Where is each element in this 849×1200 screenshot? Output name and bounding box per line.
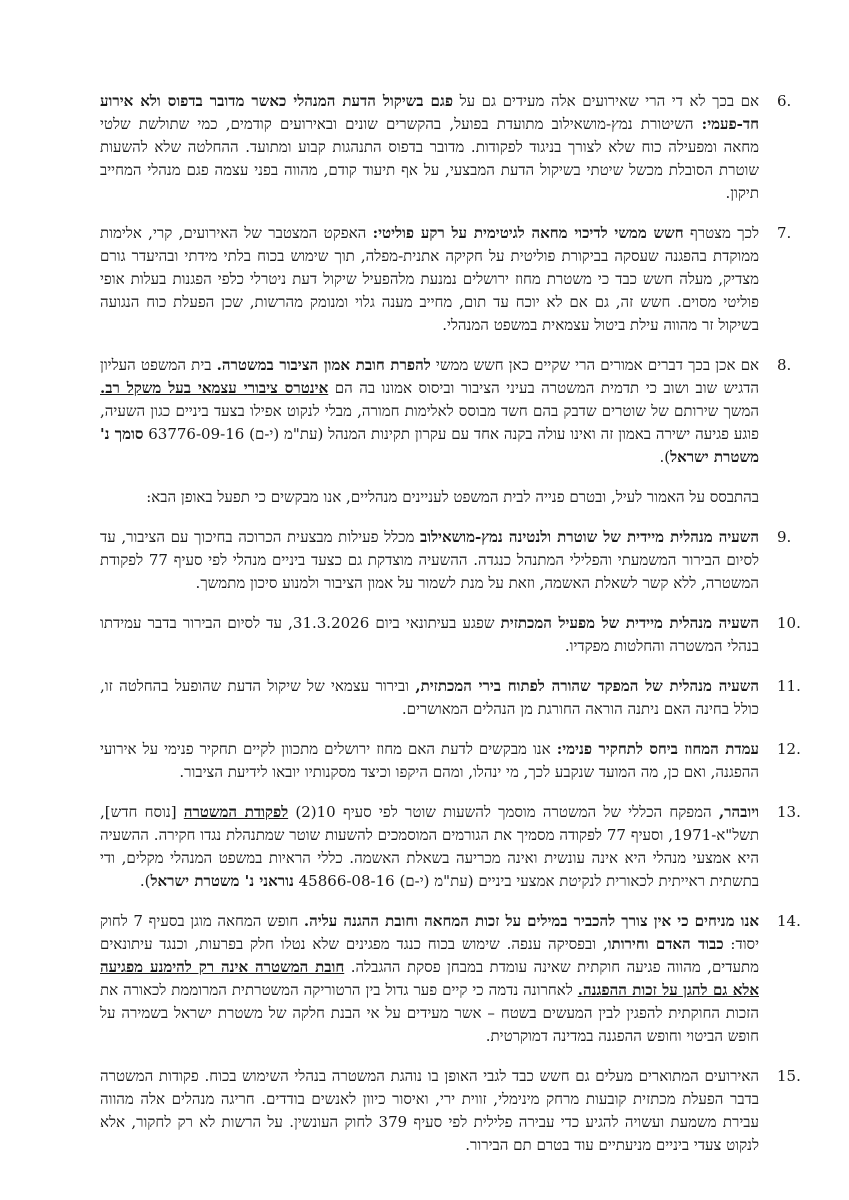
numbered-paragraph [100, 222, 792, 337]
paragraph-text-segment: מכלל פעילות מבצעית הכרוכה בחיכוך עם הציבור, עד לסיום הבירור המשמעתי והפלילי המתנהל כנגדה. ההשעיה מוצדקת גם כצעד ביניים מנהלי לפי סעיף 77 לפקודת המשטרה, ללא קשר לשאלת האשמה, וזאת על מנת לשמור על אמון הציבור ולמנוע סיכון מתמשך. [100, 528, 760, 592]
paragraph-text-segment: השיטורת נמץ-מושאילוב מתועדת בפועל, בהקשרים שונים ובאירועים קודמים, כמי שתולשת שלטי מחאה ומפעילה כוח שלא לצורך בניגוד לפקודות. מדובר בדפוס התנהגות קבוע ומתועד. ההחלטה שלא להשעות שוטרת הסובלת מכשל שיטתי בשיקול הדעת המבצעי, על אף תיעוד קודם, מהווה בפני עצמה פגם מנהלי המחייב תיקון. [100, 115, 759, 202]
paragraph-text-segment: לכך מצטרף [683, 224, 759, 242]
paragraph-text-segment: אם בכך לא די הרי שאירועים אלה מעידים גם על [453, 92, 759, 110]
paragraph-text-segment: המפקח הכללי של המשטרה מוסמך להשעות שוטר לפי סעיף 10(2) [288, 803, 719, 821]
numbered-paragraph [100, 526, 792, 595]
numbered-paragraph [100, 612, 801, 658]
paragraph-text-segment: פגם בשיקול הדעת המנהלי כאשר מדובר בדפוס ולא אירוע חד-פעמי: [100, 92, 759, 133]
numbered-paragraph [100, 801, 801, 893]
paragraph-number: 7. [777, 224, 792, 242]
paragraph-text-segment: המשך שירותם של שוטרים שדבק בהם חשד מבוסס לאלימות חמורה, מבלי לנקוט אפילו בצעד ביניים כגון השעיה, פוגע פגיעה ישירה באמון זה ואינו עולה בקנה אחד עם עקרון תקינות המנהל (עת"מ (י-ם) 63776-09-16 [100, 402, 759, 443]
paragraph-text-segment: סומך נ' משטרת ישראל [100, 425, 759, 466]
paragraph-text-segment: השעיה מנהלית מיידית של שוטרת ולנטינה נמץ-מושאילוב [419, 528, 759, 546]
numbered-paragraph [100, 354, 792, 469]
paragraph-text-segment: חובת המשטרה אינה רק להימנע מפגיעה אלא גם להגן על זכות ההפגנה. [100, 958, 759, 999]
paragraph-text-segment: כבוד האדם וחירותו [607, 935, 724, 953]
paragraph-text-segment: האפקט המצטבר של האירועים, קרי, אלימות ממוקדת בהפגנה שעסקה בביקורת פוליטית על חקיקה אתנית-מפלה, תוך שימוש בכוח בלתי מידתי ובהיעדר גורם מצדיק, מעלה חשש כבד כי משטרת מחוז ירושלים נמנעת מלהפעיל שיקול דעת ניטרלי כלפי הפגנות בעלות אופי פוליטי מסוים. חשש זה, גם אם לא יוכח עד תום, מחייב מענה גלוי ומנומק מהרשות, שכן הפעלת כוח הנגועה בשיקול זר מהווה עילת ביטול עצמאית במשפט המנהלי. [100, 224, 759, 334]
paragraph-text-segment: שפגע בעיתונאי ביום 31.3.2026, עד לסיום הבירור בדבר עמידתו בנהלי המשטרה והחלטות מפקדיו. [100, 614, 759, 655]
paragraph-text-segment: להפרת חובת אמון הציבור במשטרה. [216, 356, 431, 374]
paragraph-text-segment: עמדת המחוז ביחס לתחקיר פנימי: [556, 740, 759, 758]
paragraph-text-segment: השעיה מנהלית של המפקד שהורה לפתוח בירי המכתזית, [415, 677, 759, 695]
paragraph-text-segment: לאחרונה נדמה כי קיים פער גדול בין הרטוריקה המשטרתית המרוממת לכאורה את הזכות החוקתית להפגין לבין המעשים בשטח – אשר מעידים על אי הבנת חלקה של משטרת ישראל בשמירה על חופש הביטוי וחופש ההפגנה במדינה דמוקרטית. [100, 981, 759, 1045]
paragraph-text-segment: ויובהר, [718, 803, 759, 821]
paragraph-number: 12. [777, 740, 801, 758]
paragraph-text-segment: , ובפסיקה ענפה. שימוש בכוח כנגד מפגינים שלא נטלו חלק בפרעות, וכנגד עיתונאים מתעדים, מהווה פגיעה חוקתית שאינה עומדת במבחן פסקת ההגבלה. [100, 935, 759, 976]
paragraph-text-segment: [נוסח חדש], תשל"א-1971, וסעיף 77 לפקודה מסמיך את הגורמים המוסמכים להשעות שוטר שמתנהלת נגדו חקירה. ההשעיה היא אמצעי מנהלי היא אינה עונשית ואינה מכריעה בשאלת האשמה. כללי הראיות במשפט המנהלי מקלים, ודי בתשתית ראייתית לכאורית לנקיטת אמצעי ביניים (עת"מ (י-ם) 45866-08-16 [100, 803, 759, 890]
paragraph-text-segment: חשש ממשי לדיכוי מחאה לגיטימית על רקע פוליטי: [372, 224, 684, 242]
numbered-paragraph [100, 90, 792, 205]
paragraph-text-segment: השעיה מנהלית מיידית של מפעיל המכתזית [500, 614, 759, 632]
paragraph-number: 6. [777, 92, 792, 110]
numbered-paragraph [100, 910, 801, 1048]
paragraph-text-segment: אנו מניחים כי אין צורך להכביר במילים על זכות המחאה וחובת ההגנה עליה. [303, 912, 759, 930]
paragraph-text-segment: האירועים המתוארים מעלים גם חשש כבד לגבי האופן בו נוהגת המשטרה בנהלי השימוש בכוח. פקודות המשטרה בדבר הפעלת מכתזית קובעות מרחק מינימלי, זווית ירי, ואיסור כיוון לאנשים בודדים. חריגה מנהלים אלה מהווה עבירת משמעת ועשויה להגיע כדי עבירה פלילית לפי סעיף 379 לחוק העונשין. על הרשות לא רק לחקור, אלא לנקוט צעדי ביניים מניעתיים עוד בטרם תם הבירור. [100, 1067, 759, 1154]
numbered-paragraph [100, 738, 801, 784]
paragraph-text-segment: נוראני נ' משטרת ישראל [150, 872, 294, 890]
paragraph-number: 14. [777, 912, 801, 930]
paragraph-number: 15. [777, 1067, 801, 1085]
intro-paragraph: בהתבסס על האמור לעיל, ובטרם פנייה לבית המשפט לעניינים מנהליים, אנו מבקשים כי תפעל באופן הבא: [146, 488, 759, 506]
paragraph-text-segment: בית המשפט העליון הדגיש שוב ושוב כי תדמית המשטרה בעיני הציבור וביסוס אמונו בה הם [100, 356, 759, 397]
paragraph-number: 9. [777, 528, 792, 546]
paragraph-text-segment: ). [139, 872, 151, 890]
paragraph-text-segment: חופש המחאה מוגן בסעיף 7 לחוק יסוד: [100, 912, 760, 953]
numbered-paragraph [100, 675, 801, 721]
paragraph-number: 11. [777, 677, 801, 695]
numbered-paragraph [100, 1065, 801, 1157]
paragraph-text-segment: ). [659, 448, 671, 466]
numbered-section-claims [100, 90, 792, 469]
paragraph-text-segment: אנו מבקשים לדעת האם מחוז ירושלים מתכוון לקיים תחקיר פנימי על אירועי ההפגנה, ואם כן, מה המועד שנקבע לכך, מי ינהלו, ומהם היקפו וכיצד מסקנותיו יובאו לידיעת הציבור. [100, 740, 759, 781]
paragraph-text-segment: אינטרס ציבורי עצמאי בעל משקל רב. [100, 379, 329, 397]
paragraph-text-segment: ובירור עצמאי של שיקול הדעת שהופעל בהחלטה זו, כולל בחינה האם ניתנה הוראה החורגת מן הנהלים המאושרים. [100, 677, 759, 718]
paragraph-number: 8. [777, 356, 792, 374]
numbered-section-requests [100, 526, 801, 1157]
paragraph-text-segment: אם אכן בכך דברים אמורים הרי שקיים כאן חשש ממשי [430, 356, 760, 374]
paragraph-number: 10. [777, 614, 801, 632]
paragraph-text-segment: לפקודת המשטרה [183, 803, 289, 821]
paragraph-number: 13. [777, 803, 801, 821]
